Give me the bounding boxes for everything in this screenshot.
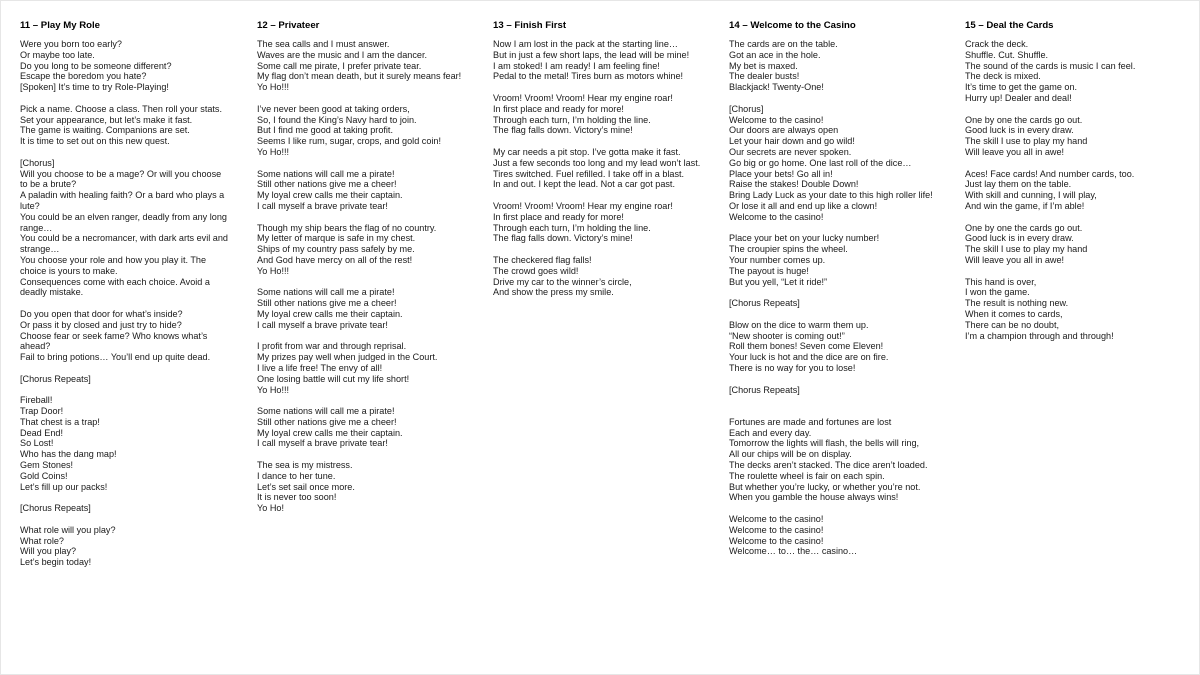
lyrics-stanza: [257, 169, 489, 212]
lyric-line: But I find me good at taking profit.: [257, 125, 393, 136]
lyric-line: The sea calls and I must answer.: [257, 39, 390, 49]
lyric-line: All our chips will be on display.: [729, 449, 852, 460]
lyric-line: Yo Ho!!!: [257, 384, 290, 395]
lyrics-stanza: [20, 309, 252, 363]
lyric-line: Will you play?: [20, 546, 77, 557]
lyric-line: My loyal crew calls me their captain.: [257, 190, 403, 201]
lyric-line: Let your hair down and go wild!: [729, 136, 855, 147]
lyric-line: Go big or go home. One last roll of the dice…: [729, 157, 912, 168]
lyric-line: The skill I use to play my hand: [965, 244, 1088, 255]
lyric-line: Let’s fill up our packs!: [20, 481, 108, 492]
lyric-line: Fail to bring potions… You’ll end up quite dead.: [20, 352, 211, 363]
lyric-line: Ships of my country pass safely by me.: [257, 244, 415, 255]
song-title: 12 – Privateer: [257, 20, 320, 31]
lyric-line: I am stoked! I am ready! I am feeling fine!: [493, 60, 660, 71]
lyric-line: Fireball!: [20, 395, 53, 406]
lyric-line: The skill I use to play my hand: [965, 136, 1088, 147]
lyric-line: The flag falls down. Victory’s mine!: [493, 233, 633, 244]
lyric-line: My loyal crew calls me their captain.: [257, 427, 403, 438]
lyric-line: Seems I like rum, sugar, crops, and gold coin!: [257, 136, 441, 147]
lyric-line: Some nations will call me a pirate!: [257, 287, 395, 298]
lyrics-stanza: [257, 104, 489, 158]
lyric-line: Each and every day.: [729, 427, 812, 438]
lyric-line: One by one the cards go out.: [965, 222, 1083, 233]
lyrics-stanza: [729, 104, 961, 223]
lyric-line: The decks aren’t stacked. The dice aren’t loaded.: [729, 460, 928, 471]
song-column-11: [20, 20, 252, 579]
lyric-line: The dealer busts!: [729, 71, 800, 82]
lyric-line: Still other nations give me a cheer!: [257, 298, 397, 309]
lyric-line: Good luck is in every draw.: [965, 125, 1074, 136]
lyric-line: When you gamble the house always wins!: [729, 492, 899, 503]
lyric-line: Yo Ho!: [257, 503, 284, 514]
lyric-line: When it comes to cards,: [965, 308, 1063, 319]
lyrics-stanza: [493, 93, 725, 136]
lyric-line: Will you choose to be a mage? Or will you choose: [20, 168, 222, 179]
lyric-line: But whether you’re lucky, or whether you’re not.: [729, 481, 921, 492]
lyric-line: Raise the stakes! Double Down!: [729, 179, 859, 190]
lyrics-stanza: [257, 406, 489, 449]
lyric-line: So, I found the King’s Navy hard to join.: [257, 114, 417, 125]
lyric-line: Vroom! Vroom! Vroom! Hear my engine roar!: [493, 200, 673, 211]
lyric-line: Let’s set sail once more.: [257, 481, 355, 492]
lyrics-stanza: [493, 147, 725, 190]
lyric-line: Hurry up! Dealer and deal!: [965, 92, 1072, 103]
lyric-line: Place your bet on your lucky number!: [729, 233, 880, 244]
lyric-line: The cards are on the table.: [729, 39, 838, 49]
lyric-line: Through each turn, I’m holding the line.: [493, 222, 651, 233]
lyric-line: A paladin with healing faith? Or a bard who plays a: [20, 190, 225, 201]
lyric-line: Through each turn, I’m holding the line.: [493, 114, 651, 125]
lyrics-stanza: [493, 201, 725, 244]
song-column-14: [729, 20, 961, 568]
lyric-line: deadly mistake.: [20, 287, 84, 298]
lyric-line: So Lost!: [20, 438, 54, 449]
lyric-line: Some call me pirate, I prefer private tear.: [257, 60, 422, 71]
lyric-line: I won the game.: [965, 287, 1030, 298]
lyric-line: lute?: [20, 200, 40, 211]
lyrics-stanza: [20, 39, 252, 93]
lyric-line: Set your appearance, but let’s make it fast.: [20, 114, 193, 125]
lyrics-stanza: [257, 341, 489, 395]
lyric-line: Gem Stones!: [20, 460, 74, 471]
lyric-line: This hand is over,: [965, 276, 1037, 287]
lyric-line: Just a few seconds too long and my lead won’t last.: [493, 157, 701, 168]
lyrics-stanza: [729, 514, 961, 557]
lyric-line: Welcome to the casino!: [729, 114, 824, 125]
lyrics-stanza: [20, 374, 252, 385]
lyric-line: Dead End!: [20, 427, 63, 438]
lyric-line: In first place and ready for more!: [493, 211, 624, 222]
lyric-line: Place your bets! Go all in!: [729, 168, 833, 179]
lyric-line: It is never too soon!: [257, 492, 337, 503]
lyric-line: In and out. I kept the lead. Not a car got past.: [493, 179, 675, 190]
lyric-line: I call myself a brave private tear!: [257, 438, 388, 449]
lyric-line: Now I am lost in the pack at the starting line…: [493, 39, 678, 49]
lyric-line: Let’s begin today!: [20, 557, 92, 568]
lyric-line: Good luck is in every draw.: [965, 233, 1074, 244]
lyric-line: My loyal crew calls me their captain.: [257, 308, 403, 319]
lyric-line: You could be a necromancer, with dark arts evil and: [20, 233, 228, 244]
song-title: 15 – Deal the Cards: [965, 20, 1054, 31]
lyric-line: Still other nations give me a cheer!: [257, 416, 397, 427]
lyric-line: Yo Ho!!!: [257, 146, 290, 157]
lyric-line: I dance to her tune.: [257, 470, 336, 481]
song-title: 13 – Finish First: [493, 20, 567, 31]
lyrics-stanza: [20, 503, 252, 514]
lyric-line: Choose fear or seek fame? Who knows what’s: [20, 330, 208, 341]
lyric-line: Do you open that door for what’s inside?: [20, 308, 183, 319]
lyric-line: There is no way for you to lose!: [729, 362, 856, 373]
lyrics-stanza: [965, 169, 1197, 212]
lyrics-stanza: [20, 158, 252, 298]
lyric-line: There can be no doubt,: [965, 319, 1060, 330]
lyric-line: I call myself a brave private tear!: [257, 319, 388, 330]
lyric-line: And win the game, if I’m able!: [965, 200, 1085, 211]
lyric-line: And God have mercy on all of the rest!: [257, 254, 413, 265]
lyrics-stanza: [965, 39, 1197, 104]
lyric-line: I call myself a brave private tear!: [257, 200, 388, 211]
lyric-line: Were you born too early?: [20, 39, 122, 49]
lyric-line: Welcome to the casino!: [729, 535, 824, 546]
lyric-line: Welcome to the casino!: [729, 514, 824, 525]
lyric-line: Blow on the dice to warm them up.: [729, 319, 869, 330]
lyric-line: It’s time to get the game on.: [965, 82, 1078, 93]
lyric-line: With skill and cunning, I will play,: [965, 190, 1097, 201]
song-column-13: [493, 20, 725, 309]
lyric-line: Our doors are always open: [729, 125, 839, 136]
song-title: 11 – Play My Role: [20, 20, 100, 31]
lyric-line: Pedal to the metal! Tires burn as motors whine!: [493, 71, 684, 82]
lyrics-stanza: [729, 320, 961, 374]
lyric-line: Consequences come with each choice. Avoid a: [20, 276, 210, 287]
lyric-line: I profit from war and through reprisal.: [257, 341, 407, 352]
lyric-line: Gold Coins!: [20, 470, 68, 481]
song-column-15: [965, 20, 1197, 352]
lyric-line: The deck is mixed.: [965, 71, 1041, 82]
lyrics-stanza: [20, 525, 252, 568]
lyric-line: Drive my car to the winner’s circle,: [493, 276, 632, 287]
lyric-line: Vroom! Vroom! Vroom! Hear my engine roar!: [493, 92, 673, 103]
lyric-line: [Chorus]: [20, 157, 55, 168]
lyric-line: The sea is my mistress.: [257, 460, 353, 471]
lyric-line: Or maybe too late.: [20, 49, 95, 60]
lyrics-stanza: [729, 39, 961, 93]
lyric-line: Your luck is hot and the dice are on fire.: [729, 352, 889, 363]
lyric-line: My letter of marque is safe in my chest.: [257, 233, 416, 244]
lyric-line: Escape the boredom you hate?: [20, 71, 147, 82]
lyric-line: ahead?: [20, 341, 51, 352]
lyrics-stanza: [965, 115, 1197, 158]
lyric-line: Roll them bones! Seven come Eleven!: [729, 341, 884, 352]
lyric-line: Will leave you all in awe!: [965, 146, 1065, 157]
lyric-line: “New shooter is coming out!”: [729, 330, 845, 341]
lyrics-stanza: [729, 233, 961, 287]
lyric-line: That chest is a trap!: [20, 416, 100, 427]
lyrics-stanza: [729, 385, 961, 396]
lyric-line: You could be an elven ranger, deadly from any long: [20, 211, 227, 222]
lyric-line: Aces! Face cards! And number cards, too.: [965, 168, 1135, 179]
lyric-line: Your number comes up.: [729, 254, 826, 265]
lyric-line: Blackjack! Twenty-One!: [729, 82, 824, 93]
lyric-line: The flag falls down. Victory’s mine!: [493, 125, 633, 136]
lyric-line: My flag don’t mean death, but it surely means fear!: [257, 71, 462, 82]
lyric-line: Waves are the music and I am the dancer.: [257, 49, 428, 60]
lyric-line: The roulette wheel is fair on each spin.: [729, 470, 885, 481]
lyrics-stanza: [493, 39, 725, 82]
lyric-line: [Chorus]: [729, 103, 764, 114]
lyric-line: It is time to set out on this new quest.: [20, 136, 170, 147]
lyric-line: Some nations will call me a pirate!: [257, 406, 395, 417]
lyric-line: The payout is huge!: [729, 265, 809, 276]
song-title: 14 – Welcome to the Casino: [729, 20, 856, 31]
song-column-12: [257, 20, 489, 525]
lyric-line: [Spoken] It’s time to try Role-Playing!: [20, 82, 169, 93]
lyrics-stanza: [257, 223, 489, 277]
lyric-line: Crack the deck.: [965, 39, 1029, 49]
lyric-line: Still other nations give me a cheer!: [257, 179, 397, 190]
lyric-line: [Chorus Repeats]: [729, 298, 800, 309]
lyric-line: Yo Ho!!!: [257, 82, 290, 93]
lyric-line: Welcome to the casino!: [729, 211, 824, 222]
lyric-line: choice is yours to make.: [20, 265, 118, 276]
lyric-line: Got an ace in the hole.: [729, 49, 821, 60]
lyric-line: What role?: [20, 535, 64, 546]
lyric-line: Tomorrow the lights will flash, the bells will ring,: [729, 438, 920, 449]
lyric-line: One by one the cards go out.: [965, 114, 1083, 125]
lyric-line: What role will you play?: [20, 524, 116, 535]
lyric-line: My prizes pay well when judged in the Court.: [257, 352, 438, 363]
lyrics-stanza: [257, 287, 489, 330]
lyric-line: Our secrets are never spoken.: [729, 146, 852, 157]
lyric-line: But in just a few short laps, the lead will be mine!: [493, 49, 690, 60]
lyric-line: I live a life free! The envy of all!: [257, 362, 383, 373]
lyrics-stanza: [20, 395, 252, 492]
lyric-line: [Chorus Repeats]: [20, 503, 91, 514]
lyric-line: Who has the dang map!: [20, 449, 117, 460]
lyric-line: In first place and ready for more!: [493, 103, 624, 114]
lyric-line: Tires switched. Fuel refilled. I take off in a blast.: [493, 168, 685, 179]
lyric-line: The result is nothing new.: [965, 298, 1069, 309]
lyrics-stanza: [965, 223, 1197, 266]
lyric-line: Though my ship bears the flag of no country.: [257, 222, 437, 233]
lyric-line: to be a brute?: [20, 179, 77, 190]
lyric-line: [Chorus Repeats]: [729, 384, 800, 395]
lyric-line: Bring Lady Luck as your date to this high roller life!: [729, 190, 933, 201]
lyric-line: Pick a name. Choose a class. Then roll your stats.: [20, 103, 223, 114]
lyrics-stanza: [965, 277, 1197, 342]
lyric-line: You choose your role and how you play it. The: [20, 254, 207, 265]
lyric-line: My car needs a pit stop. I’ve gotta make it fast.: [493, 146, 681, 157]
lyrics-stanza: [729, 298, 961, 309]
lyrics-stanza: [729, 417, 961, 503]
lyric-line: My bet is maxed.: [729, 60, 798, 71]
lyrics-stanza: [257, 39, 489, 93]
lyric-line: Some nations will call me a pirate!: [257, 168, 395, 179]
lyric-line: The crowd goes wild!: [493, 265, 579, 276]
lyric-line: Do you long to be someone different?: [20, 60, 172, 71]
lyric-line: The checkered flag falls!: [493, 254, 592, 265]
lyric-line: The croupier spins the wheel.: [729, 244, 848, 255]
lyric-line: The sound of the cards is music I can feel.: [965, 60, 1136, 71]
lyric-line: [Chorus Repeats]: [20, 373, 91, 384]
lyric-line: Welcome to the casino!: [729, 524, 824, 535]
lyric-line: Welcome… to… the… casino…: [729, 546, 858, 557]
lyric-line: Shuffle. Cut. Shuffle.: [965, 49, 1049, 60]
lyric-line: One losing battle will cut my life short!: [257, 373, 410, 384]
lyric-line: strange…: [20, 244, 60, 255]
lyrics-stanza: [257, 460, 489, 514]
lyric-line: I’ve never been good at taking orders,: [257, 103, 410, 114]
lyric-line: Or pass it by closed and just try to hide?: [20, 319, 182, 330]
lyric-line: But you yell, “Let it ride!”: [729, 276, 828, 287]
lyric-line: I’m a champion through and through!: [965, 330, 1114, 341]
lyrics-stanza: [20, 104, 252, 147]
lyric-line: range…: [20, 222, 53, 233]
lyric-line: Or lose it all and end up like a clown!: [729, 200, 878, 211]
lyric-line: Trap Door!: [20, 406, 64, 417]
lyric-line: Just lay them on the table.: [965, 179, 1072, 190]
lyric-line: Will leave you all in awe!: [965, 254, 1065, 265]
lyrics-stanza: [493, 255, 725, 298]
lyric-line: And show the press my smile.: [493, 287, 614, 298]
lyric-line: Fortunes are made and fortunes are lost: [729, 416, 892, 427]
lyric-line: The game is waiting. Companions are set.: [20, 125, 190, 136]
lyric-line: Yo Ho!!!: [257, 265, 290, 276]
